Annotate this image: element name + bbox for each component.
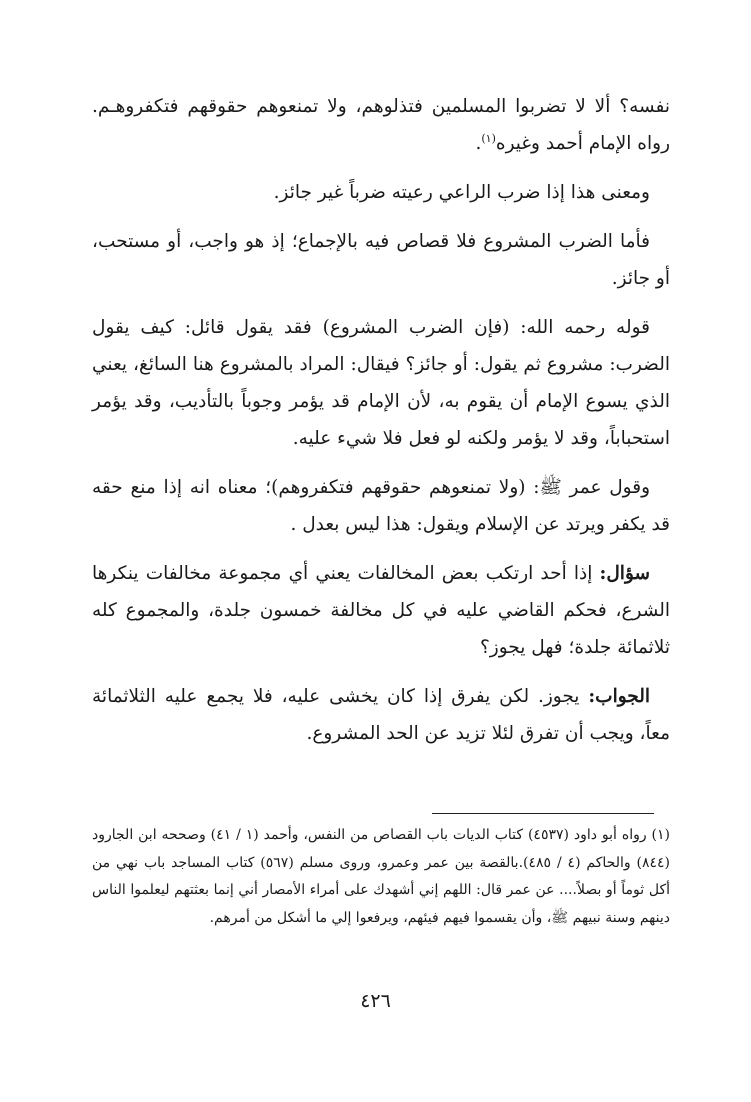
paragraph-text: ومعنى هذا إذا ضرب الراعي رعيته ضرباً غير جائز. [273, 182, 650, 203]
paragraph-4 [92, 309, 670, 457]
footnote-reference[interactable]: (١) [481, 131, 496, 145]
question-paragraph [92, 555, 670, 666]
paragraph-text: فأما الضرب المشروع فلا قصاص فيه بالإجماع؛ إذ هو واجب، أو مستحب، أو جائز. [92, 231, 670, 289]
page-number: ٤٢٦ [360, 990, 391, 1012]
question-text: إذا أحد ارتكب بعض المخالفات يعني أي مجموعة مخالفات ينكرها الشرع، فحكم القاضي عليه في كل مخالفة خمسون جلدة، والمجموع كله ثلاثمائة جلدة؛ فهل يجوز؟ [92, 563, 670, 658]
question-label: سؤال: [599, 563, 650, 584]
paragraph-text: قوله رحمه الله: (فإن الضرب المشروع) فقد يقول قائل: كيف يقول الضرب: مشروع ثم يقول: أو جائز؟ فيقال: المراد بالمشروع هنا السائغ، يعني الذي يسوع الإمام أن يقوم به، لأن الإمام قد يؤمر وجوباً بالتأديب، وقد يؤمر استحباباً، وقد لا يؤمر ولكنه لو فعل فلا شيء عليه. [92, 317, 670, 449]
paragraph-end: . [475, 133, 482, 154]
paragraph-text: وقول عمر ﷺ: (ولا تمنعوهم حقوقهم فتكفروهم)؛ معناه انه إذا منع حقه قد يكفر ويرتد عن الإسلام ويقول: هذا ليس بعدل . [92, 477, 670, 535]
answer-text: يجوز. لكن يفرق إذا كان يخشى عليه، فلا يجمع عليه الثلاثمائة معاً، ويجب أن تفرق لئلا تزيد عن الحد المشروع. [92, 686, 670, 744]
paragraph-1 [92, 88, 670, 162]
paragraph-5 [92, 469, 670, 543]
answer-paragraph [92, 678, 670, 752]
footnote-text: (١) رواه أبو داود (٤٥٣٧) كتاب الديات باب القصاص من النفس، وأحمد (١ / ٤١) وصححه ابن الجارود (٨٤٤) والحاكم (٤ / ٤٨٥).بالقصة بين عمر وعمرو، وروى مسلم (٥٦٧) كتاب المساجد باب نهي من أكل ثوماً أو بصلاً.... عن عمر قال: اللهم إني أشهدك على أمراء الأمصار أني إنما بعثتهم ليعلموا الناس دينهم وسنة نبيهم ﷺ، وأن يقسموا فيهم فيئهم، ويرفعوا إلي ما أشكل من أمرهم. [92, 827, 671, 926]
main-text [92, 88, 670, 764]
paragraph-3 [92, 223, 670, 297]
paragraph-text: نفسه؟ ألا لا تضربوا المسلمين فتذلوهم، ولا تمنعوهم حقوقهم فتكفروهـم. رواه الإمام أحمد وغيره [92, 96, 670, 154]
paragraph-2 [92, 174, 670, 211]
footnotes [92, 822, 670, 932]
footnote-separator [432, 813, 654, 814]
footnote-1 [92, 822, 670, 932]
answer-label: الجواب: [588, 686, 650, 707]
